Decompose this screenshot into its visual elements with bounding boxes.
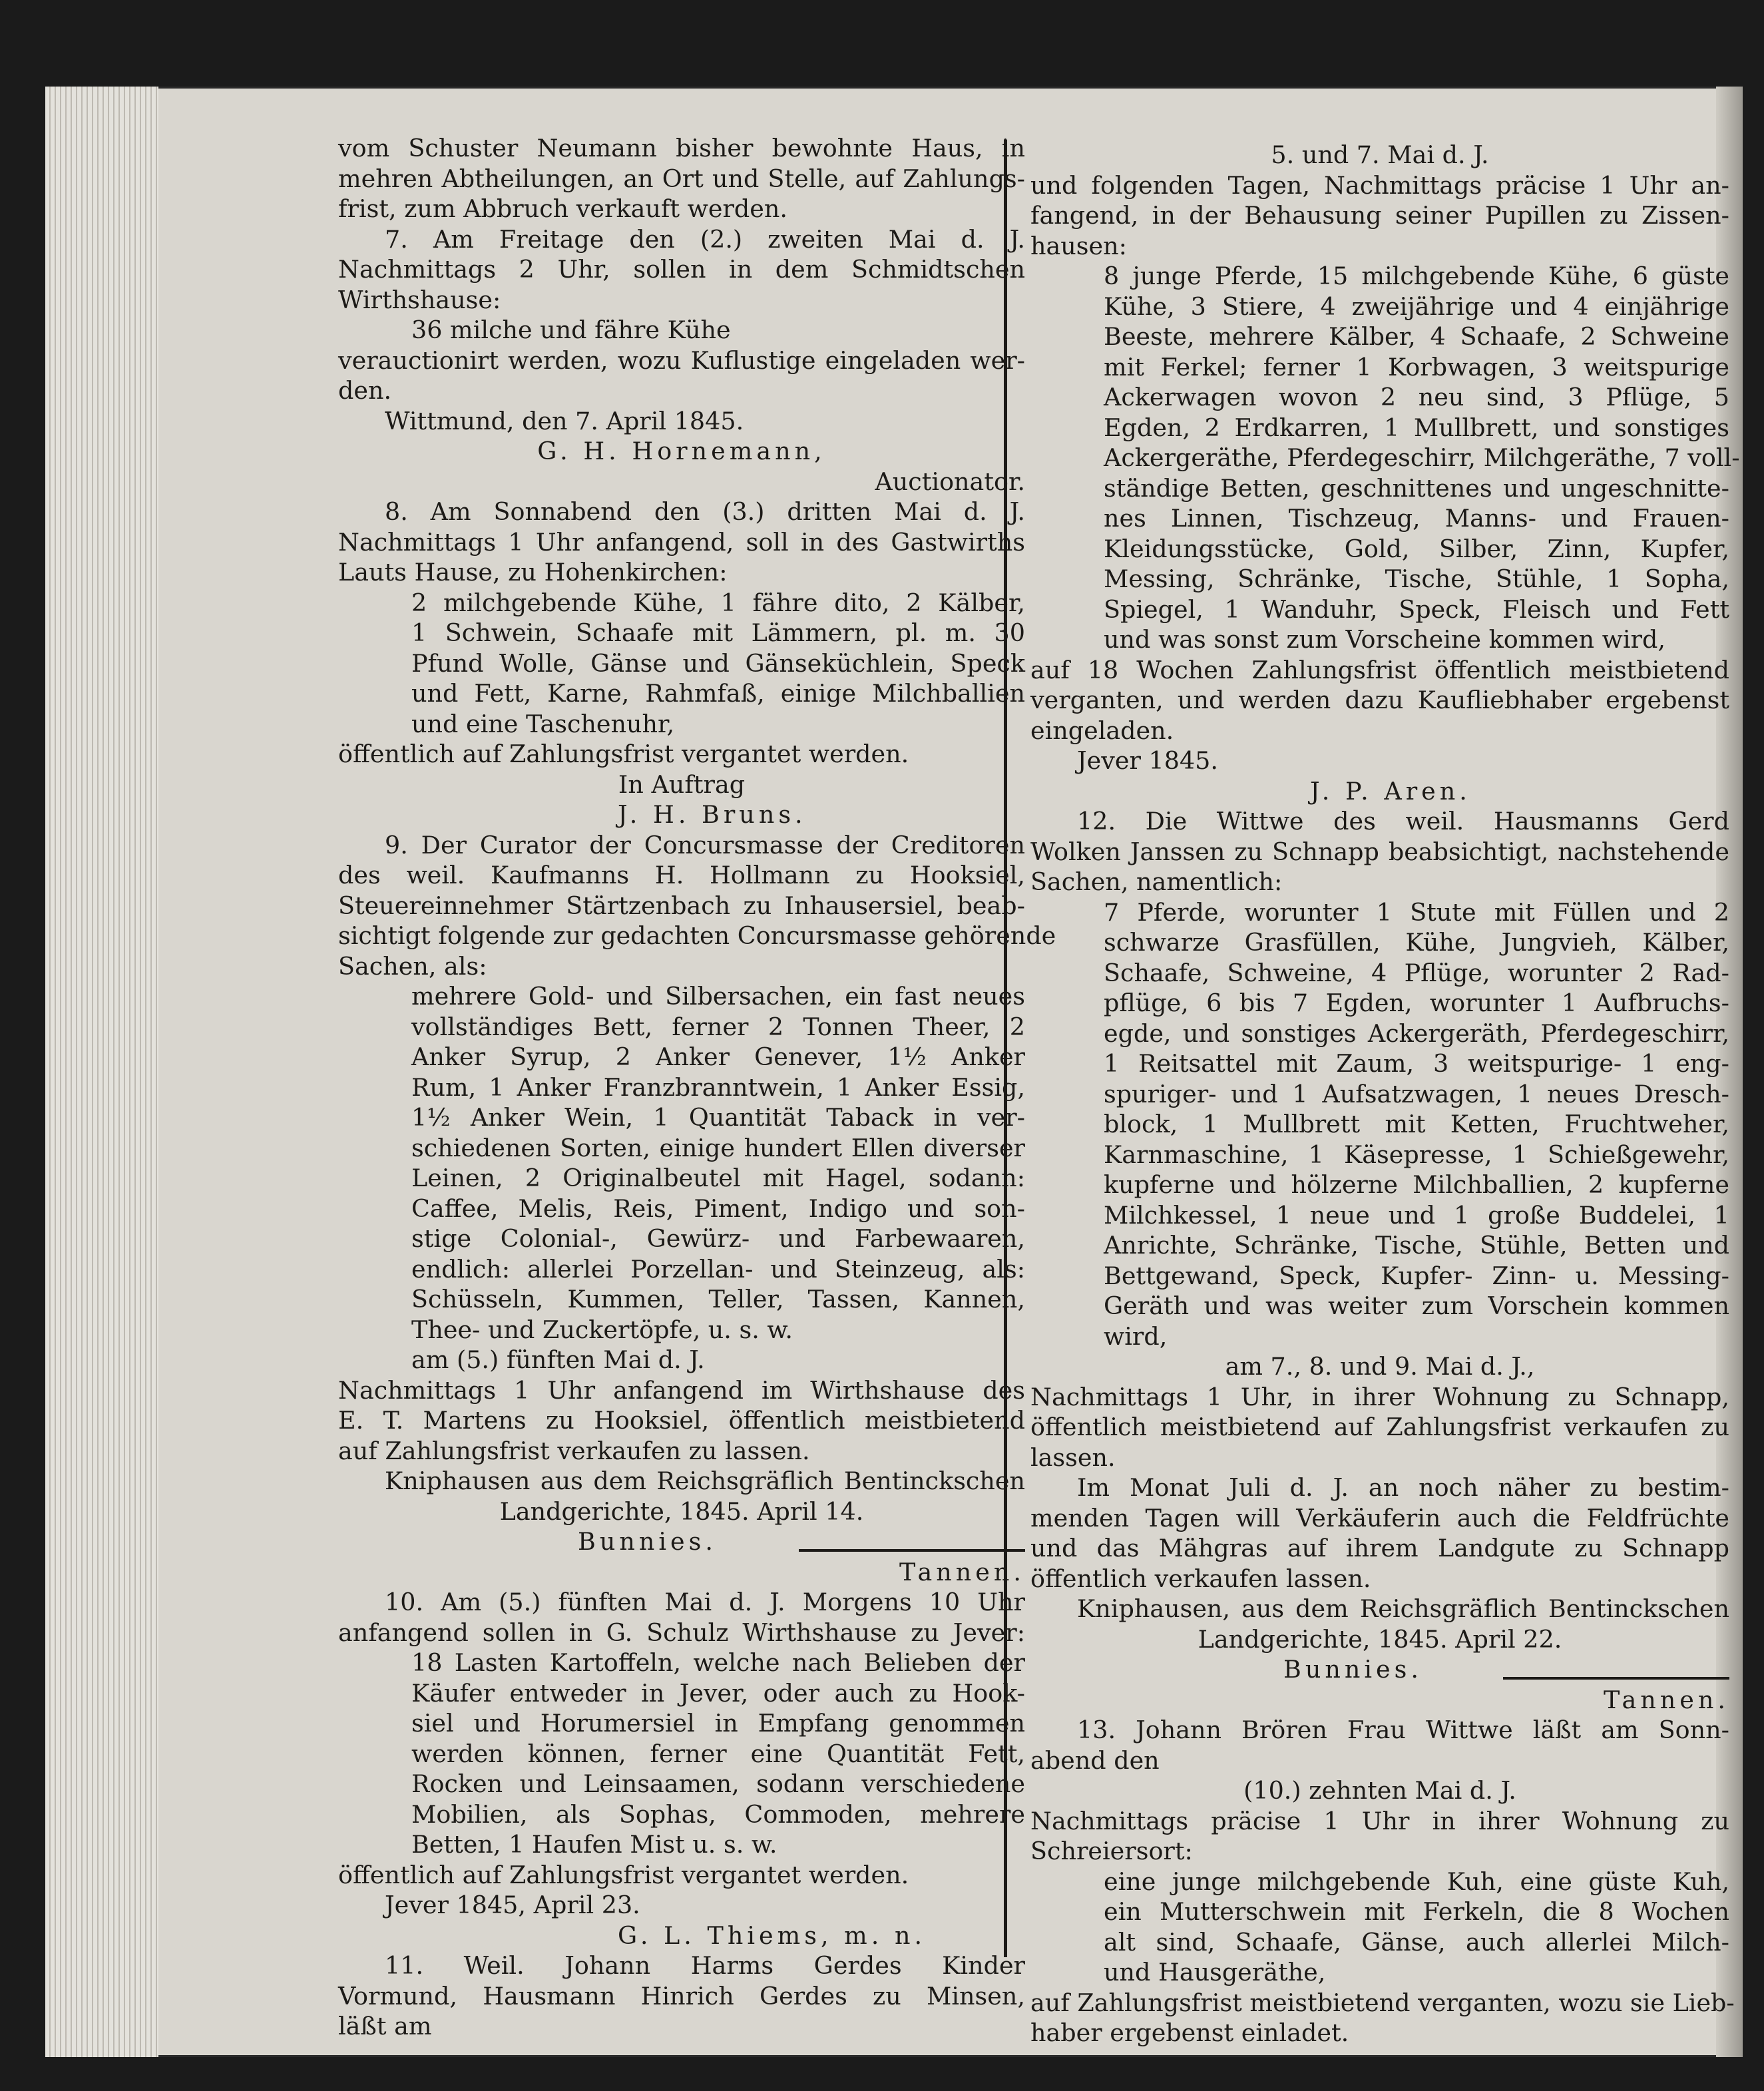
text-line: Beeste, mehrere Kälber, 4 Schaafe, 2 Schweine: [1104, 322, 1729, 351]
text-line: siel und Horumersiel in Empfang genommen: [411, 1709, 1025, 1738]
text-line: 8. Am Sonnabend den (3.) dritten Mai d. J.: [385, 497, 1025, 526]
text-line: werden können, ferner eine Quantität Fett,: [411, 1739, 1025, 1768]
text-line: 18 Lasten Kartoffeln, welche nach Belieben der: [411, 1648, 1025, 1677]
text-line: 1½ Anker Wein, 1 Quantität Taback in ver-: [411, 1103, 1025, 1132]
text-line: Nachmittags 2 Uhr, sollen in dem Schmidtschen: [338, 255, 1025, 284]
text-line: Kühe, 3 Stiere, 4 zweijährige und 4 einjährige: [1104, 292, 1729, 321]
text-line: Caffee, Melis, Reis, Piment, Indigo und son-: [411, 1194, 1025, 1223]
text-line: lassen.: [1030, 1443, 1116, 1472]
text-line: 11. Weil. Johann Harms Gerdes Kinder: [385, 1951, 1025, 1980]
text-line: Spiegel, 1 Wanduhr, Speck, Fleisch und Fett: [1104, 594, 1729, 624]
text-line: verauctionirt werden, wozu Kuflustige eingeladen wer-: [338, 346, 1025, 375]
text-line: öffentlich auf Zahlungsfrist vergantet werden.: [338, 1860, 909, 1889]
text-line: Rocken und Leinsaamen, sodann verschiedene: [411, 1769, 1025, 1798]
text-line: Wittmund, den 7. April 1845.: [385, 406, 744, 435]
text-line: alt sind, Schaafe, Gänse, auch allerlei Milch-: [1104, 1927, 1729, 1957]
text-line: Vormund, Hausmann Hinrich Gerdes zu Minsen,: [338, 1981, 1025, 2010]
text-line: menden Tagen will Verkäuferin auch die Feldfrüchte: [1030, 1503, 1729, 1532]
signature-rule: [799, 1549, 1025, 1552]
text-line: und folgenden Tagen, Nachmittags präcise 1 Uhr an-: [1030, 170, 1729, 200]
text-line: 5. und 7. Mai d. J.: [1271, 140, 1489, 169]
text-line: des weil. Kaufmanns H. Hollmann zu Hooksiel,: [338, 861, 1025, 889]
text-line: wird,: [1104, 1321, 1168, 1351]
text-line: sichtigt folgende zur gedachten Concursmasse gehörende: [338, 921, 1056, 950]
text-line: Leinen, 2 Originalbeutel mit Hagel, sodann:: [411, 1164, 1025, 1192]
text-line: Schüsseln, Kummen, Teller, Tassen, Kannen,: [411, 1285, 1025, 1313]
text-line: Kniphausen, aus dem Reichsgräflich Bentinckschen: [1077, 1594, 1729, 1623]
text-line: den.: [338, 376, 392, 405]
text-line: Auctionator.: [875, 467, 1025, 496]
left-column: [338, 133, 1056, 2042]
text-line: Ackerwagen wovon 2 neu sind, 3 Pflüge, 5: [1104, 383, 1729, 411]
page-stack-edge: [45, 87, 158, 2057]
text-line: Landgerichte, 1845. April 14.: [499, 1497, 864, 1526]
text-line: auf Zahlungsfrist verkaufen zu lassen.: [338, 1436, 810, 1465]
text-line: G. H. Hornemann,: [537, 437, 826, 465]
text-line: am 7., 8. und 9. Mai d. J.,: [1225, 1352, 1535, 1381]
text-line: Jever 1845, April 23.: [385, 1891, 640, 1919]
text-line: haber ergebenst einladet.: [1030, 2018, 1349, 2047]
text-line: auf Zahlungsfrist meistbietend verganten, wozu sie Lieb-: [1030, 1988, 1735, 2017]
text-line: Sachen, namentlich:: [1030, 867, 1283, 896]
text-line: auf 18 Wochen Zahlungsfrist öffentlich meistbietend: [1030, 655, 1729, 684]
text-line: und eine Taschenuhr,: [411, 709, 675, 738]
signature-name-2: Tannen.: [899, 1557, 1025, 1586]
text-line: hausen:: [1030, 231, 1127, 260]
text-line: Messing, Schränke, Tische, Stühle, 1 Sopha,: [1104, 565, 1729, 593]
text-line: Anrichte, Schränke, Tische, Stühle, Betten und: [1104, 1231, 1729, 1260]
text-line: nes Linnen, Tischzeug, Manns- und Frauen-: [1104, 504, 1729, 533]
left-column-text-b: [338, 1587, 1025, 2042]
text-line: fangend, in der Behausung seiner Pupillen zu Zissen-: [1030, 201, 1729, 230]
text-line: öffentlich verkaufen lassen.: [1030, 1564, 1371, 1593]
text-line: 10. Am (5.) fünften Mai d. J. Morgens 10 Uhr: [385, 1588, 1025, 1616]
text-line: Im Monat Juli d. J. an noch näher zu bestim-: [1077, 1473, 1729, 1502]
text-line: 1 Schwein, Schaafe mit Lämmern, pl. m. 30: [411, 618, 1025, 647]
text-line: eingeladen.: [1030, 716, 1174, 745]
text-line: Nachmittags präcise 1 Uhr in ihrer Wohnung zu: [1030, 1806, 1729, 1835]
text-line: und Fett, Karne, Rahmfaß, einige Milchballien: [411, 679, 1025, 708]
text-line: 13. Johann Brören Frau Wittwe läßt am Sonn-: [1077, 1716, 1729, 1744]
text-line: J. H. Bruns.: [618, 800, 807, 829]
text-line: pflüge, 6 bis 7 Egden, worunter 1 Aufbruchs-: [1104, 989, 1729, 1017]
text-line: vollständiges Bett, ferner 2 Tonnen Theer, 2: [411, 1012, 1025, 1041]
text-line: schiedenen Sorten, einige hundert Ellen diverser: [411, 1133, 1025, 1162]
text-line: 12. Die Wittwe des weil. Hausmanns Gerd: [1077, 807, 1729, 835]
text-line: egde, und sonstiges Ackergeräth, Pferdegeschirr,: [1104, 1019, 1729, 1048]
text-line: am (5.) fünften Mai d. J.: [411, 1345, 705, 1374]
text-line: Geräth und was weiter zum Vorschein kommen: [1104, 1291, 1729, 1320]
text-line: Bettgewand, Speck, Kupfer- Zinn- u. Messing-: [1104, 1261, 1729, 1290]
text-line: 8 junge Pferde, 15 milchgebende Kühe, 6 güste: [1104, 262, 1729, 290]
text-line: 1 Reitsattel mit Zaum, 3 weitspurige- 1 eng-: [1104, 1049, 1729, 1078]
text-line: Wolken Janssen zu Schnapp beabsichtigt, nachstehende: [1030, 837, 1729, 866]
text-line: abend den: [1030, 1745, 1160, 1775]
text-line: Schreiersort:: [1030, 1837, 1193, 1865]
text-line: block, 1 Mullbrett mit Ketten, Fruchtweher,: [1104, 1110, 1729, 1138]
text-line: anfangend sollen in G. Schulz Wirthshause zu Jever:: [338, 1618, 1025, 1647]
text-line: Pfund Wolle, Gänse und Gänseküchlein, Speck: [411, 648, 1025, 678]
text-line: frist, zum Abbruch verkauft werden.: [338, 194, 787, 223]
text-line: läßt am: [338, 2012, 432, 2040]
right-column-text-b: [1030, 1715, 1735, 2048]
text-line: Nachmittags 1 Uhr, in ihrer Wohnung zu Schnapp,: [1030, 1382, 1729, 1411]
text-line: Landgerichte, 1845. April 22.: [1198, 1624, 1562, 1654]
text-line: und das Mähgras auf ihrem Landgute zu Schnapp: [1030, 1534, 1729, 1562]
right-column: [1030, 140, 1740, 2048]
text-line: mehren Abtheilungen, an Ort und Stelle, auf Zahlungs-: [338, 164, 1025, 193]
text-line: E. T. Martens zu Hooksiel, öffentlich meistbietend: [338, 1406, 1025, 1435]
text-line: 9. Der Curator der Concursmasse der Creditoren: [385, 830, 1025, 859]
text-line: Wirthshause:: [338, 285, 501, 314]
text-line: Egden, 2 Erdkarren, 1 Mullbrett, und sonstiges: [1104, 413, 1729, 442]
text-line: vom Schuster Neumann bisher bewohnte Haus, in: [338, 134, 1025, 162]
text-line: J. P. Aren.: [1310, 776, 1471, 806]
text-line: ständige Betten, geschnittenes und ungeschnitte-: [1104, 473, 1729, 503]
signature-name: Bunnies.: [578, 1527, 717, 1556]
text-line: und was sonst zum Vorscheine kommen wird,: [1104, 625, 1665, 654]
text-line: öffentlich auf Zahlungsfrist vergantet werden.: [338, 740, 909, 768]
text-line: Schaafe, Schweine, 4 Pflüge, worunter 2 Rad-: [1104, 958, 1729, 987]
text-line: Anker Syrup, 2 Anker Genever, 1½ Anker: [411, 1043, 1025, 1071]
text-line: Lauts Hause, zu Hohenkirchen:: [338, 558, 728, 586]
left-column-text-a: [338, 133, 1056, 1526]
text-line: Mobilien, als Sophas, Commoden, mehrere: [411, 1799, 1025, 1829]
text-line: Thee- und Zuckertöpfe, u. s. w.: [411, 1315, 793, 1344]
text-line: öffentlich meistbietend auf Zahlungsfrist verkaufen zu: [1030, 1413, 1729, 1441]
signature-row-bunnies-right: [1030, 1654, 1729, 1685]
text-line: stige Colonial-, Gewürz- und Farbewaaren,: [411, 1224, 1025, 1253]
signature-row-bunnies-left: [338, 1526, 1025, 1557]
newspaper-page: [45, 87, 1743, 2057]
text-line: 7 Pferde, worunter 1 Stute mit Füllen und 2: [1104, 897, 1729, 927]
text-line: Jever 1845.: [1077, 746, 1218, 775]
signature-name: Bunnies.: [1283, 1655, 1423, 1684]
text-line: ein Mutterschwein mit Ferkeln, die 8 Wochen: [1104, 1897, 1729, 1926]
text-line: Kleidungsstücke, Gold, Silber, Zinn, Kupfer,: [1104, 534, 1729, 563]
text-line: Steuereinnehmer Stärtzenbach zu Inhausersiel, beab-: [338, 891, 1025, 920]
right-column-text-a: [1030, 140, 1740, 1654]
text-line: (10.) zehnten Mai d. J.: [1243, 1776, 1516, 1805]
text-line: G. L. Thiems, m. n.: [618, 1921, 927, 1950]
text-line: Nachmittags 1 Uhr anfangend im Wirthshause des: [338, 1375, 1025, 1405]
text-line: Ackergeräthe, Pferdegeschirr, Milchgeräthe, 7 voll-: [1104, 443, 1740, 472]
text-line: schwarze Grasfüllen, Kühe, Jungvieh, Kälber,: [1104, 928, 1729, 957]
text-line: Sachen, als:: [338, 951, 487, 981]
text-line: 36 milche und fähre Kühe: [411, 316, 731, 344]
text-line: Karnmaschine, 1 Käsepresse, 1 Schießgewehr,: [1104, 1140, 1729, 1169]
text-line: mit Ferkel; ferner 1 Korbwagen, 3 weitspurige: [1104, 352, 1729, 381]
text-line: eine junge milchgebende Kuh, eine güste Kuh,: [1104, 1867, 1729, 1896]
text-line: 7. Am Freitage den (2.) zweiten Mai d. J.: [385, 224, 1025, 254]
text-line: mehrere Gold- und Silbersachen, ein fast neues: [411, 982, 1025, 1011]
text-line: Milchkessel, 1 neue und 1 große Buddelei, 1: [1104, 1200, 1729, 1230]
text-line: und Hausgeräthe,: [1104, 1958, 1326, 1986]
text-line: Betten, 1 Haufen Mist u. s. w.: [411, 1830, 777, 1859]
text-line: Käufer entweder in Jever, oder auch zu Hook-: [411, 1678, 1025, 1708]
signature-rule: [1503, 1677, 1729, 1680]
text-line: spuriger- und 1 Aufsatzwagen, 1 neues Dresch-: [1104, 1079, 1729, 1108]
text-line: 2 milchgebende Kühe, 1 fähre dito, 2 Kälber,: [411, 588, 1025, 617]
text-line: kupferne und hölzerne Milchballien, 2 kupferne: [1104, 1170, 1729, 1199]
text-line: In Auftrag: [618, 770, 746, 799]
text-line: endlich: allerlei Porzellan- und Steinzeug, als:: [411, 1254, 1025, 1283]
text-line: Kniphausen aus dem Reichsgräflich Bentinckschen: [385, 1467, 1025, 1495]
text-line: Rum, 1 Anker Franzbranntwein, 1 Anker Essig,: [411, 1072, 1025, 1102]
text-line: verganten, und werden dazu Kaufliebhaber ergebenst: [1030, 686, 1729, 714]
text-line: Nachmittags 1 Uhr anfangend, soll in des Gastwirths: [338, 527, 1025, 557]
signature-name-2: Tannen.: [1604, 1685, 1729, 1714]
